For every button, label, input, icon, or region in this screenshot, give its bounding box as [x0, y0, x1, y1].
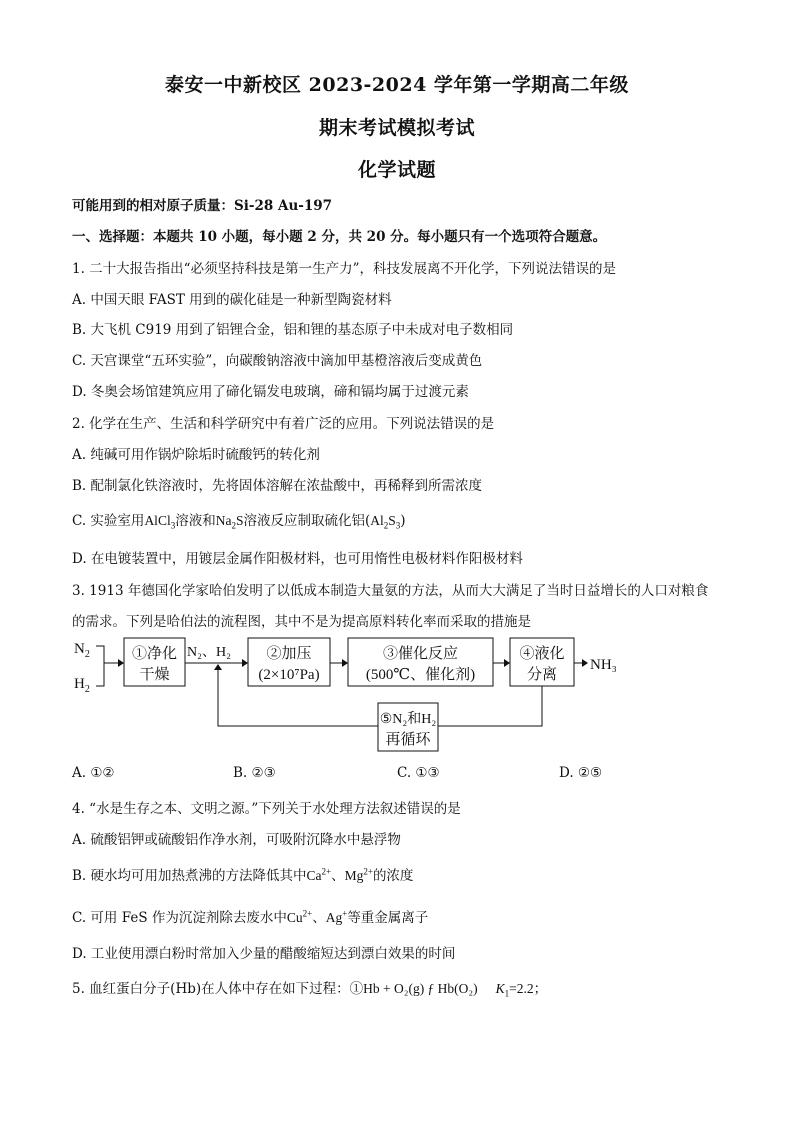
q3-option-d: D. ②⑤: [559, 765, 603, 781]
q3-option-a: A. ①②: [72, 765, 115, 781]
atomic-mass-note: 可能用到的相对原子质量：Si-28 Au-197: [72, 198, 333, 214]
arrowhead-up-icon: [214, 664, 222, 670]
arrowhead-icon: [118, 659, 124, 667]
box-liquefy-line1: ④液化: [519, 646, 565, 662]
q2-option-d: D. 在电镀装置中，用镀层金属作阳极材料，也可用惰性电极材料作阳极材料: [72, 551, 523, 567]
section-heading: 一、选择题：本题共 10 小题，每小题 2 分，共 20 分。每小题只有一个选项符合题意。: [72, 229, 607, 245]
q1-option-c: C. 天宫课堂“五环实验”，向碳酸钠溶液中滴加甲基橙溶液后变成黄色: [72, 353, 483, 369]
recycle-line-right: [438, 686, 542, 726]
q2-stem: 2. 化学在生产、生活和科学研究中有着广泛的应用。下列说法错误的是: [72, 416, 495, 432]
q1-stem: 1. 二十大报告指出“必须坚持科技是第一生产力”，科技发展离不开化学，下列说法错误的是: [72, 261, 616, 277]
q1-option-d: D. 冬奥会场馆建筑应用了碲化镉发电玻璃，碲和镉均属于过渡元素: [72, 384, 469, 400]
output-nh3-label: NH₃: [590, 657, 617, 673]
q5-equation: Hb + O₂(g) ƒ Hb(O₂): [363, 981, 478, 996]
box-recycle-line2: 再循环: [385, 732, 431, 748]
arrowhead-icon: [582, 659, 588, 667]
box-recycle-line1: ⑤N₂和H₂: [379, 712, 437, 727]
input-n2-label: $N_2$: [74, 641, 90, 660]
q3-stem-line2: 的需求。下列是哈伯法的流程图，其中不是为提高原料转化率而采取的措施是: [72, 614, 531, 630]
q1-option-b: B. 大飞机 C919 用到了铝锂合金，铝和锂的基态原子中未成对电子数相同: [72, 322, 514, 338]
box-pressurize-line2: (2×10⁷Pa): [258, 667, 320, 683]
input-h2-label: $H_2$: [74, 676, 90, 695]
exam-school-title: 泰安一中新校区 2023-2024 学年第一学期高二年级: [165, 74, 629, 96]
arrowhead-icon: [342, 659, 348, 667]
q1-option-a: A. 中国天眼 FAST 用到的碳化硅是一种新型陶瓷材料: [72, 292, 392, 308]
q3-option-c: C. ①③: [397, 765, 440, 781]
q2-option-b: B. 配制氯化铁溶液时，先将固体溶解在浓盐酸中，再稀释到所需浓度: [72, 478, 483, 494]
arrowhead-icon: [504, 659, 510, 667]
box-purify-line2: 干燥: [139, 667, 170, 683]
q2-option-a: A. 纯碱可用作锅炉除垢时硫酸钙的转化剂: [72, 447, 320, 463]
box-catalysis-line1: ③催化反应: [382, 646, 459, 662]
q2-option-c: C. 实验室用AlCl$_3$溶液和$Na_2S$溶液反应制取硫化铝$(Al_2S_3)$: [72, 513, 406, 531]
q3-option-b: B. ②③: [233, 765, 276, 781]
box-purify-line1: ①净化: [131, 646, 178, 662]
arrow-label-n2-h2: N₂、H₂: [187, 645, 231, 660]
box-catalysis-line2: (500℃、催化剂): [365, 667, 476, 683]
q4-option-d: D. 工业使用漂白粉时常加入少量的醋酸缩短达到漂白效果的时间: [72, 946, 456, 962]
haber-process-flowchart: [60, 628, 700, 758]
input-bracket: [96, 646, 104, 686]
q4-option-c: C. 可用 FeS 作为沉淀剂除去废水中$Cu^{2+}$、Ag+等重金属离子: [72, 908, 429, 926]
exam-name-title: 期末考试模拟考试: [318, 117, 475, 139]
q5-stem: 5. 血红蛋白分子(Hb)在人体中存在如下过程：①Hb + O₂(g) ƒ Hb(O₂) $K_1=2.2$；: [72, 981, 548, 999]
arrowhead-icon: [242, 659, 248, 667]
q3-stem-line1: 3. 1913 年德国化学家哈伯发明了以低成本制造大量氨的方法，从而大大满足了当时日益增长的人口对粮食: [72, 583, 709, 599]
q4-option-b: B. 硬水均可用加热煮沸的方法降低其中$Ca^{2+}$、$Mg^{2+}$的浓度: [72, 866, 414, 884]
box-pressurize-line1: ②加压: [266, 646, 312, 662]
box-liquefy-line2: 分离: [526, 667, 558, 683]
q4-stem: 4. “水是生存之本、文明之源。”下列关于水处理方法叙述错误的是: [72, 801, 461, 817]
subject-title: 化学试题: [357, 159, 436, 181]
q4-option-a: A. 硫酸铝钾或硫酸铝作净水剂，可吸附沉降水中悬浮物: [72, 832, 401, 848]
